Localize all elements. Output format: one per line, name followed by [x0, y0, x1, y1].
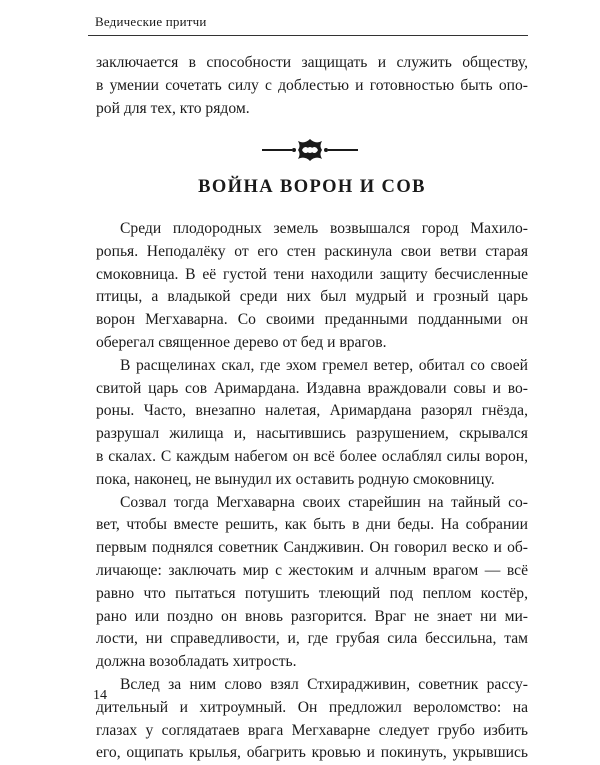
paragraph-1 — [96, 218, 528, 355]
text-line: первым поднялся советник Сандживин. Он говорил веско и об- — [96, 539, 528, 557]
text-line: Среди плодородных земель возвышался город Махило- — [120, 220, 528, 237]
story-text — [96, 218, 528, 765]
text-line: смоковница. В её густой тени находили защиту бесчисленные — [96, 265, 528, 283]
text-line: вет, чтобы вместе решить, как быть в дни беды. На собрании — [96, 516, 528, 534]
text-line: птицы, а владыкой среди них был мудрый и грозный царь — [96, 288, 528, 306]
text-line: роны. Часто, внезапно налетая, Аримардана разорял гнёзда, — [96, 402, 528, 420]
text-line: рано или поздно он вновь разгорится. Враг не знает ни ми- — [96, 607, 528, 625]
paragraph-4 — [96, 674, 528, 765]
text-line: дительный и хитроумный. Он предложил вероломство: на — [96, 698, 528, 716]
ornament-divider-icon — [262, 137, 358, 163]
page-number: 14 — [93, 688, 107, 703]
text-line: Вслед за ним слово взял Стхирадживин, советник рассу- — [120, 675, 528, 693]
text-line: равно что пытаться потушить тлеющий под пеплом костёр, — [96, 584, 528, 602]
text-line: лости, ни справедливости, и, где грубая сила бессильна, там — [96, 630, 528, 648]
paragraph-2 — [96, 355, 528, 492]
text-line: В расщелинах скал, где эхом гремел ветер, обитал со своей — [120, 356, 528, 374]
text-line: разрушал жилища и, насытившись разрушением, скрывался — [96, 425, 528, 443]
intro-text — [96, 52, 528, 120]
paragraph-3 — [96, 492, 528, 674]
text-line: свитой царь сов Аримардана. Издавна враждовали совы и во- — [96, 379, 528, 397]
text-line: рой для тех, кто рядом. — [96, 99, 250, 117]
text-line: ропья. Неподалёку от его стен раскинула свои ветви старая — [96, 242, 528, 260]
text-line: в скалах. С каждым набегом он всё более ослаблял силы ворон, — [96, 447, 528, 465]
header-rule — [88, 35, 528, 36]
text-line: должна возобладать хитрость. — [96, 653, 297, 671]
text-line: в умении сочетать силу с доблестью и готовностью быть опо- — [96, 76, 528, 94]
text-line: его, ощипать крылья, обагрить кровью и покинуть, укрывшись — [96, 744, 528, 762]
text-line: личающе: заключать мир с жестоким и алчным врагом — всё — [96, 561, 528, 579]
text-line: Созвал тогда Мегхаварна своих старейшин на тайный со- — [120, 493, 528, 511]
text-line: ворон Мегхаварна. Со своими преданными подданными он — [96, 311, 528, 329]
text-line: заключается в способности защищать и служить обществу, — [96, 54, 528, 71]
intro-paragraph — [96, 52, 528, 120]
text-line: пока, наконец, не вынудил их оставить родную смоковницу. — [96, 470, 495, 488]
chapter-title: ВОЙНА ВОРОН И СОВ — [198, 177, 426, 197]
text-line: оберегал священное дерево от бед и врагов. — [96, 333, 387, 351]
text-line: глазах у соглядатаев врага Мегхаварне следует грубо избить — [96, 721, 528, 739]
running-header: Ведические притчи — [95, 14, 207, 29]
